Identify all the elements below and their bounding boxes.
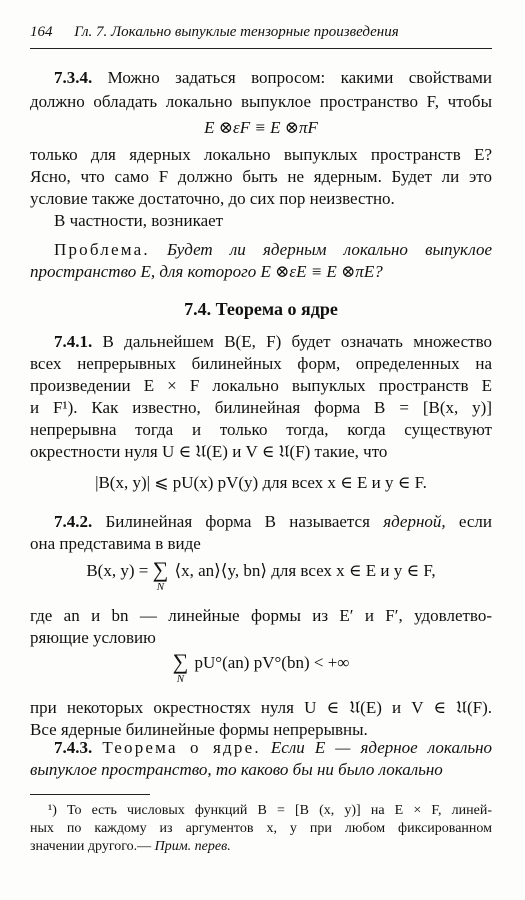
theorem-label: Теорема о ядре. bbox=[102, 738, 261, 757]
formula-742-left: B(x, y) = bbox=[86, 561, 149, 580]
section-number-742: 7.4.2. bbox=[54, 512, 93, 531]
section-number-734: 7.3.4. bbox=[54, 68, 93, 87]
para-742-text-b: если bbox=[458, 512, 493, 531]
para-742-line6: Все ядерные билинейные формы непрерывны. bbox=[30, 720, 368, 739]
para-741-text: В дальнейшем B(E, F) будет означать множество bbox=[102, 332, 492, 351]
para-734-line1 bbox=[30, 68, 492, 88]
formula-742-condition-text: pU°(an) pV°(bn) < +∞ bbox=[194, 653, 350, 672]
para-734-text: Можно задаться вопросом: какими свойствами bbox=[107, 68, 492, 87]
footnote-translator-note: Прим. перев. bbox=[154, 839, 231, 854]
footnote-text: значении другого.— bbox=[30, 839, 152, 854]
para-734-line6: В частности, возникает bbox=[54, 211, 224, 230]
running-title: Гл. 7. Локально выпуклые тензорные произведения bbox=[74, 24, 399, 40]
sigma-glyph-2: ∑ bbox=[172, 649, 189, 674]
formula-742 bbox=[30, 557, 492, 600]
para-741-line4: и F¹). Как известно, билинейная форма B = [B(x, y)] bbox=[30, 398, 492, 417]
para-734-line5: условие также достаточно, до сих пор неизвестно. bbox=[30, 189, 395, 208]
footnote-rule bbox=[30, 794, 150, 795]
sigma-glyph: ∑ bbox=[152, 557, 169, 582]
formula-742-condition bbox=[30, 649, 492, 692]
sum-index-2: N bbox=[176, 673, 185, 685]
theorem-text: Если E — ядерное локально bbox=[270, 738, 493, 757]
problem-line1 bbox=[30, 240, 492, 260]
formula-734: E ⊗εF ≡ E ⊗πF bbox=[204, 118, 318, 137]
para-742-text-a: Билинейная форма B называется bbox=[105, 512, 370, 531]
formula-742-right: ⟨x, an⟩⟨y, bn⟩ для всех x ∈ E и y ∈ F, bbox=[174, 561, 436, 580]
sum-symbol bbox=[152, 557, 169, 594]
para-741-line5: непрерывна тогда и только тогда, когда существуют bbox=[30, 420, 492, 439]
section-heading-74: 7.4. Теорема о ядре bbox=[184, 299, 338, 319]
section-number-743: 7.4.3. bbox=[54, 738, 93, 757]
para-742-term-nuclear: ядерной, bbox=[383, 512, 446, 531]
para-734-line4: Ясно, что само F должно быть не ядерным. Будет ли это bbox=[30, 167, 492, 186]
para-741-line1 bbox=[30, 332, 492, 352]
sum-index: N bbox=[156, 581, 165, 593]
para-734-line2: должно обладать локально выпуклое пространство F, чтобы bbox=[30, 92, 492, 111]
para-741-line2: всех непрерывных билинейных форм, определенных на bbox=[30, 354, 492, 373]
para-742-line2: она представима в виде bbox=[30, 534, 201, 553]
running-header bbox=[30, 24, 492, 41]
para-741-line3: произведении E × F локально выпуклых пространств E bbox=[30, 376, 492, 395]
para-742-line1 bbox=[30, 512, 492, 532]
para-741-line6: окрестности нуля U ∈ 𝔘(E) и V ∈ 𝔘(F) такие, что bbox=[30, 442, 388, 461]
formula-741: |B(x, y)| ⩽ pU(x) pV(y) для всех x ∈ E и y ∈ F. bbox=[95, 473, 427, 492]
footnote-line1: ¹) То есть числовых функций B = [B (x, y)] на E × F, линей- bbox=[48, 803, 492, 818]
para-734-line3: только для ядерных локально выпуклых пространств E? bbox=[30, 145, 492, 164]
footnote-line2: ных по каждому из аргументов x, y при любом фиксированном bbox=[30, 821, 492, 836]
sum-symbol-2 bbox=[172, 649, 189, 686]
para-742-line4: ряющие условию bbox=[30, 628, 156, 647]
page-number: 164 bbox=[30, 24, 53, 40]
header-rule bbox=[30, 48, 492, 49]
problem-label: Проблема. bbox=[54, 240, 150, 259]
para-742-line5: при некоторых окрестностях нуля U ∈ 𝔘(E) и V ∈ 𝔘(F). bbox=[30, 698, 492, 717]
section-number-741: 7.4.1. bbox=[54, 332, 93, 351]
para-743-line1 bbox=[30, 738, 492, 758]
para-743-line2: выпуклое пространство, то каково бы ни было локально bbox=[30, 760, 443, 779]
problem-text: Будет ли ядерным локально выпуклое bbox=[166, 240, 493, 259]
para-742-line3: где an и bn — линейные формы из E′ и F′, удовлетво- bbox=[30, 606, 492, 625]
problem-line2: пространство E, для которого E ⊗εE ≡ E ⊗πE? bbox=[30, 262, 383, 281]
footnote-line3 bbox=[30, 838, 231, 855]
